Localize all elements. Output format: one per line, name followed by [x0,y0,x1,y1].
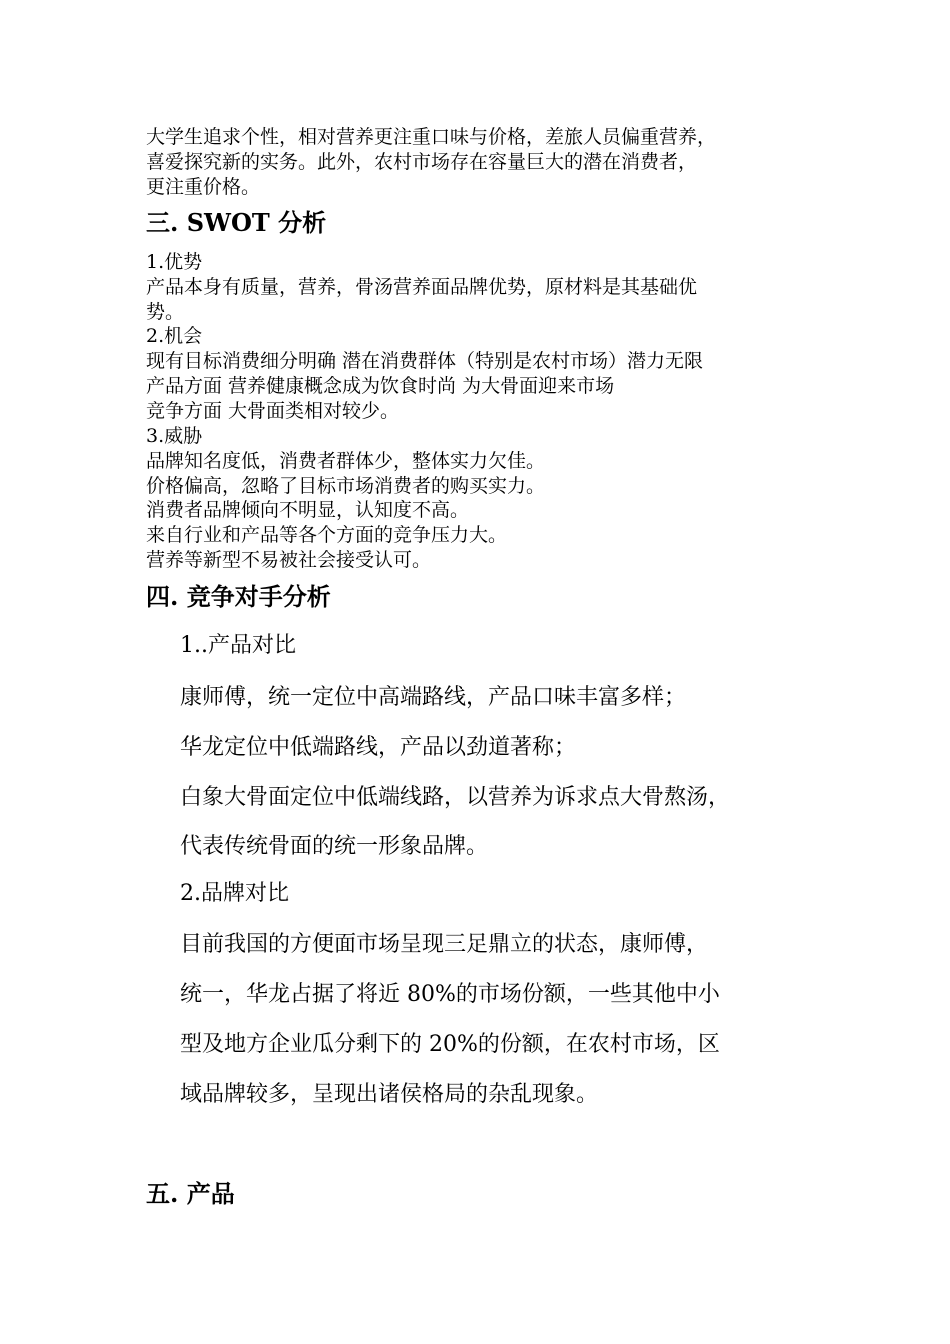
threat-line-5: 营养等新型不易被社会接受认可。 [146,549,432,571]
brand-compare-line-3: 型及地方企业瓜分剩下的 20%的份额，在农村市场，区 [180,1032,720,1057]
intro-line-2: 喜爱探究新的实务。此外，农村市场存在容量巨大的潜在消费者， [146,151,698,173]
product-compare-line-2: 华龙定位中低端路线，产品以劲道著称； [180,735,577,760]
intro-line-1: 大学生追求个性，相对营养更注重口味与价格，差旅人员偏重营养， [146,126,717,148]
product-compare-line-1: 康师傅，统一定位中高端路线，产品口味丰富多样； [180,685,687,710]
strength-title: 1.优势 [146,251,203,273]
swot-heading: 三. SWOT 分析 [146,208,327,237]
competitor-heading: 四. 竞争对手分析 [146,582,331,611]
opportunity-title: 2.机会 [146,325,203,347]
product-compare-line-3: 白象大骨面定位中低端线路，以营养为诉求点大骨熬汤， [180,785,731,810]
brand-compare-line-1: 目前我国的方便面市场呈现三足鼎立的状态，康师傅， [180,932,709,957]
threat-line-2: 价格偏高，忽略了目标市场消费者的购买实力。 [146,475,546,497]
opportunity-line-3: 竞争方面 大骨面类相对较少。 [146,400,400,422]
product-heading: 五. 产品 [146,1179,235,1208]
opportunity-line-1: 现有目标消费细分明确 潜在消费群体（特别是农村市场）潜力无限 [146,350,704,372]
brand-compare-title: 2.品牌对比 [180,881,289,906]
intro-line-3: 更注重价格。 [146,176,261,198]
opportunity-line-2: 产品方面 营养健康概念成为饮食时尚 为大骨面迎来市场 [146,375,615,397]
product-compare-line-4: 代表传统骨面的统一形象品牌。 [180,834,489,859]
threat-line-4: 来自行业和产品等各个方面的竞争压力大。 [146,524,508,546]
threat-line-3: 消费者品牌倾向不明显，认知度不高。 [146,499,470,521]
brand-compare-line-4: 域品牌较多，呈现出诸侯格局的杂乱现象。 [180,1082,599,1107]
strength-line-1: 产品本身有质量，营养，骨汤营养面品牌优势，原材料是其基础优 [146,276,698,298]
threat-line-1: 品牌知名度低，消费者群体少，整体实力欠佳。 [146,450,546,472]
product-compare-title: 1..产品对比 [180,633,296,658]
threat-title: 3.威胁 [146,425,203,447]
brand-compare-line-2: 统一，华龙占据了将近 80%的市场份额，一些其他中小 [180,982,720,1007]
strength-line-2: 势。 [146,301,185,323]
